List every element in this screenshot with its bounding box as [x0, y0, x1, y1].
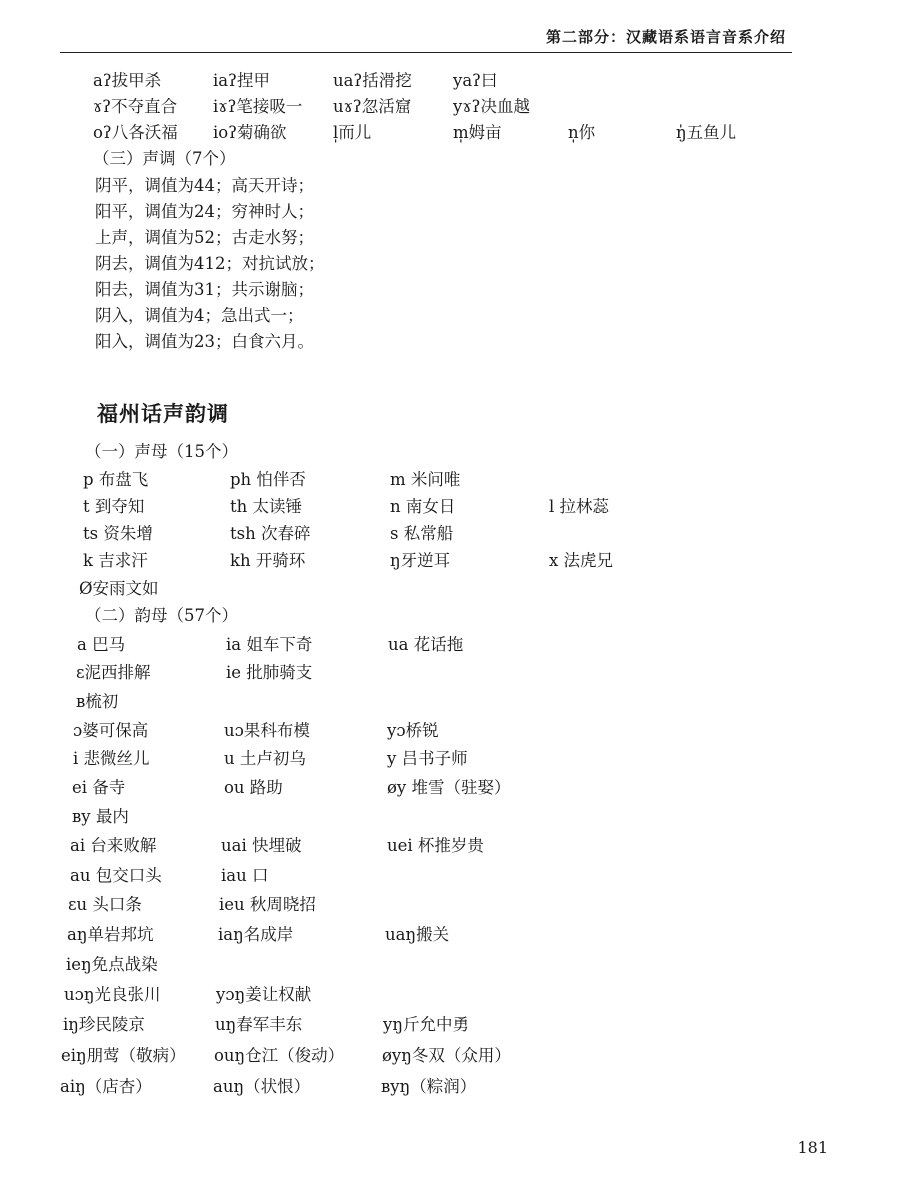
- final-entry: ia 姐车下奇: [226, 635, 313, 654]
- table-row: [0, 894, 900, 920]
- initial-entry: l 拉林蕊: [549, 497, 610, 516]
- final-entry: i 悲微丝儿: [73, 749, 150, 768]
- table-row: [0, 777, 900, 803]
- final-entry: iaŋ名成岸: [218, 925, 294, 944]
- table-row: [0, 748, 900, 774]
- final-entry: uŋ春军丰东: [215, 1015, 303, 1034]
- initial-entry: tsh 次春碎: [230, 524, 311, 543]
- final-entry: ɛu 头口条: [68, 895, 142, 914]
- table-row: [0, 662, 900, 688]
- table-row: [0, 96, 900, 122]
- final-entry: yɤʔ决血越: [453, 97, 530, 116]
- table-row: [0, 496, 900, 522]
- page-number: 181: [797, 1138, 828, 1157]
- table-row: [0, 1076, 900, 1102]
- final-entry: yaʔ曰: [453, 71, 498, 90]
- initial-entry: x 法虎兄: [549, 551, 614, 570]
- final-entry: n̩你: [568, 123, 596, 142]
- initial-entry: p 布盘飞: [83, 470, 149, 489]
- tone-line: 阳平，调值为24；穷神时人；: [95, 202, 314, 221]
- table-row: [0, 865, 900, 891]
- final-entry: ou 路助: [224, 778, 283, 797]
- initial-entry: m 米问唯: [390, 470, 461, 489]
- table-row: [0, 550, 900, 576]
- final-entry: ʙyŋ（粽润）: [381, 1077, 477, 1096]
- final-entry: ieŋ免点战染: [66, 955, 158, 974]
- initial-entry: ts 资朱增: [83, 524, 153, 543]
- tone-line: 阴平，调值为44；高天开诗；: [95, 176, 314, 195]
- table-row: [0, 634, 900, 660]
- final-entry: yɔ桥锐: [387, 721, 439, 740]
- table-row: [0, 984, 900, 1010]
- final-entry: iaʔ捏甲: [213, 71, 270, 90]
- final-entry: øy 堆雪（驻娶）: [387, 778, 511, 797]
- final-entry: uɔŋ光良张川: [64, 985, 161, 1004]
- tone-line: 上声，调值为52；古走水努；: [95, 228, 314, 247]
- initial-entry: ph 怕伴否: [230, 470, 306, 489]
- initial-entry: th 太读锤: [230, 497, 303, 516]
- tone-line: 阳去，调值为31；共示谢脑；: [95, 280, 314, 299]
- section-title: 福州话声韵调: [97, 402, 229, 426]
- final-entry: iau 口: [221, 866, 269, 885]
- table-row: [0, 70, 900, 96]
- final-entry: aʔ拔甲杀: [93, 71, 162, 90]
- table-row: [0, 835, 900, 861]
- final-entry: eiŋ朋莺（敬病）: [61, 1046, 186, 1065]
- final-entry: aiŋ（店杏）: [60, 1077, 152, 1096]
- final-entry: uɔ果科布模: [224, 721, 310, 740]
- final-entry: ɔ婆可保高: [73, 721, 149, 740]
- header-title: 第二部分：汉藏语系语言音系介绍: [545, 28, 786, 46]
- final-entry: uai 快埋破: [221, 836, 302, 855]
- initials-heading: （一）声母（15个）: [85, 442, 238, 461]
- final-entry: u 土卢初乌: [224, 749, 306, 768]
- tones-heading: （三）声调（7个）: [93, 149, 236, 168]
- final-entry: ie 批肺骑支: [226, 663, 313, 682]
- table-row: [0, 1014, 900, 1040]
- finals-heading: （二）韵母（57个）: [85, 606, 238, 625]
- final-entry: ua 花话拖: [388, 635, 464, 654]
- initial-entry: ŋ牙逆耳: [390, 551, 451, 570]
- initial-entry: s 私常船: [390, 524, 454, 543]
- table-row: [0, 924, 900, 950]
- table-row: [0, 469, 900, 495]
- table-row: [0, 720, 900, 746]
- final-entry: ɛ泥西排解: [76, 663, 151, 682]
- table-row: [0, 122, 900, 148]
- final-entry: ei 备寺: [72, 778, 126, 797]
- table-row: [0, 523, 900, 549]
- final-entry: ioʔ菊确欲: [213, 123, 287, 142]
- final-entry: oʔ八各沃福: [93, 123, 178, 142]
- initial-entry: t 到夺知: [83, 497, 145, 516]
- final-entry: yɔŋ姜让权献: [216, 985, 312, 1004]
- final-entry: iŋ珍民陵京: [63, 1015, 145, 1034]
- table-row: [0, 806, 900, 832]
- final-entry: ɤʔ不夺直合: [93, 97, 178, 116]
- final-entry: uɤʔ忽活窟: [333, 97, 412, 116]
- running-header: [60, 24, 792, 53]
- final-entry: ai 台来败解: [70, 836, 157, 855]
- tone-line: 阴去，调值为412；对抗试放；: [95, 254, 325, 273]
- final-entry: ŋ̍五鱼儿: [676, 123, 737, 142]
- tone-line: 阳入，调值为23；白食六月。: [95, 332, 314, 351]
- final-entry: ʙ梳初: [76, 692, 119, 711]
- table-row: [0, 691, 900, 717]
- final-entry: uaʔ括滑挖: [333, 71, 412, 90]
- initial-entry: k 吉求汗: [83, 551, 148, 570]
- final-entry: ʙy 最内: [72, 807, 129, 826]
- final-entry: y 吕书子师: [387, 749, 468, 768]
- final-entry: au 包交口头: [70, 866, 162, 885]
- initial-entry: Ø安雨文如: [79, 579, 159, 598]
- tone-line: 阴入，调值为4；急出式一；: [95, 306, 304, 325]
- final-entry: auŋ（状恨）: [213, 1077, 311, 1096]
- final-entry: yŋ斤允中勇: [383, 1015, 469, 1034]
- table-row: [0, 954, 900, 980]
- table-row: [0, 578, 900, 604]
- final-entry: uei 杯推岁贵: [387, 836, 484, 855]
- final-entry: aŋ单岩邦坑: [67, 925, 154, 944]
- final-entry: a 巴马: [77, 635, 126, 654]
- initial-entry: n 南女日: [390, 497, 456, 516]
- final-entry: iɤʔ笔接吸一: [213, 97, 303, 116]
- final-entry: uaŋ搬关: [385, 925, 450, 944]
- final-entry: ouŋ仓江（俊动）: [214, 1046, 345, 1065]
- final-entry: øyŋ冬双（众用）: [382, 1046, 511, 1065]
- final-entry: ieu 秋周晓招: [219, 895, 316, 914]
- table-row: [0, 1045, 900, 1071]
- initial-entry: kh 开骑环: [230, 551, 306, 570]
- final-entry: l̩而儿: [333, 123, 372, 142]
- final-entry: m̩姆亩: [453, 123, 502, 142]
